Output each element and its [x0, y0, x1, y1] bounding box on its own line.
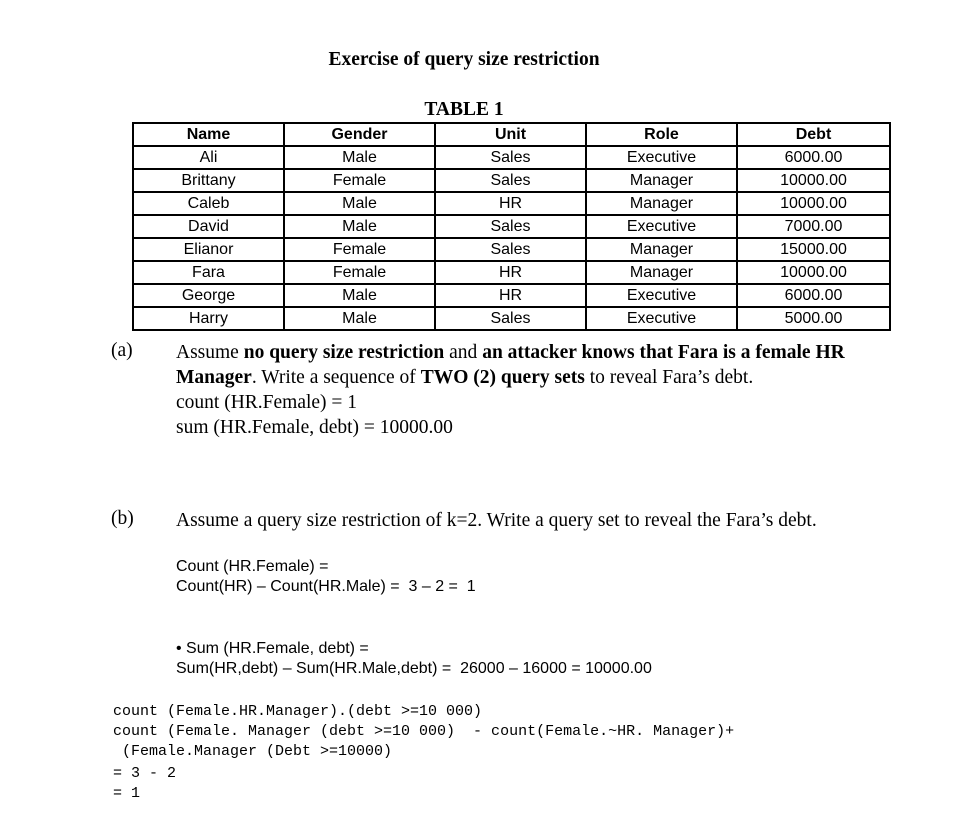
- cell-gender: Male: [284, 284, 435, 307]
- cell-name: David: [133, 215, 284, 238]
- cell-gender: Male: [284, 215, 435, 238]
- header-gender: Gender: [284, 123, 435, 146]
- cell-gender: Female: [284, 238, 435, 261]
- cell-role: Manager: [586, 238, 737, 261]
- part-a-text: and: [444, 342, 483, 363]
- table-row: [133, 307, 890, 330]
- cell-unit: HR: [435, 261, 586, 284]
- part-a-text: . Write a sequence of: [251, 367, 421, 388]
- part-b-answer-line: Sum(HR,debt) – Sum(HR.Male,debt) = 26000 – 16000 = 10000.00: [176, 660, 652, 677]
- cell-gender: Male: [284, 192, 435, 215]
- table-row: [133, 169, 890, 192]
- part-b-answer-line: Count(HR) – Count(HR.Male) = 3 – 2 = 1: [176, 578, 476, 595]
- part-a-question: [176, 340, 896, 390]
- cell-name: Fara: [133, 261, 284, 284]
- part-a-answer-line: count (HR.Female) = 1: [176, 392, 358, 413]
- cell-role: Manager: [586, 261, 737, 284]
- table-row: [133, 215, 890, 238]
- header-debt: Debt: [737, 123, 890, 146]
- part-a-emphasis: an attacker knows that Fara is a female HR Manager: [176, 342, 845, 388]
- cell-unit: Sales: [435, 169, 586, 192]
- header-name: Name: [133, 123, 284, 146]
- code-line: (Female.Manager (Debt >=10000): [113, 743, 393, 760]
- cell-role: Executive: [586, 146, 737, 169]
- table-row: [133, 238, 890, 261]
- cell-role: Manager: [586, 192, 737, 215]
- code-line: = 3 - 2: [113, 765, 177, 782]
- part-a-emphasis: no query size restriction: [243, 342, 445, 363]
- cell-debt: 10000.00: [737, 261, 890, 284]
- cell-name: George: [133, 284, 284, 307]
- cell-debt: 10000.00: [737, 169, 890, 192]
- part-b-label: (b): [111, 508, 134, 529]
- cell-name: Elianor: [133, 238, 284, 261]
- cell-gender: Female: [284, 261, 435, 284]
- table-row: [133, 284, 890, 307]
- cell-debt: 15000.00: [737, 238, 890, 261]
- part-a-emphasis: TWO (2) query sets: [420, 367, 585, 388]
- cell-unit: Sales: [435, 307, 586, 330]
- code-line: = 1: [113, 785, 141, 802]
- cell-role: Executive: [586, 215, 737, 238]
- cell-debt: 10000.00: [737, 192, 890, 215]
- part-a-answer-line: sum (HR.Female, debt) = 10000.00: [176, 417, 453, 438]
- table-row: [133, 261, 890, 284]
- cell-unit: Sales: [435, 215, 586, 238]
- cell-unit: Sales: [435, 238, 586, 261]
- header-role: Role: [586, 123, 737, 146]
- part-a-text: Assume: [176, 342, 244, 363]
- cell-name: Caleb: [133, 192, 284, 215]
- cell-role: Executive: [586, 307, 737, 330]
- cell-gender: Male: [284, 307, 435, 330]
- part-b-answer-line: Count (HR.Female) =: [176, 558, 329, 575]
- code-line: count (Female. Manager (debt >=10 000) - count(Female.~HR. Manager)+: [113, 723, 735, 740]
- part-a-text: to reveal Fara’s debt.: [584, 367, 754, 388]
- header-unit: Unit: [435, 123, 586, 146]
- part-a-label: (a): [111, 340, 133, 361]
- cell-gender: Female: [284, 169, 435, 192]
- code-line: count (Female.HR.Manager).(debt >=10 000): [113, 703, 483, 720]
- cell-unit: HR: [435, 192, 586, 215]
- page-title: Exercise of query size restriction: [328, 49, 600, 70]
- table-header-row: [133, 123, 890, 146]
- table-caption: TABLE 1: [424, 99, 504, 120]
- data-table: [132, 122, 891, 331]
- cell-debt: 6000.00: [737, 146, 890, 169]
- cell-debt: 6000.00: [737, 284, 890, 307]
- cell-name: Brittany: [133, 169, 284, 192]
- cell-role: Executive: [586, 284, 737, 307]
- cell-role: Manager: [586, 169, 737, 192]
- part-b-answer-line: • Sum (HR.Female, debt) =: [176, 640, 369, 657]
- cell-unit: Sales: [435, 146, 586, 169]
- cell-debt: 5000.00: [737, 307, 890, 330]
- cell-debt: 7000.00: [737, 215, 890, 238]
- cell-name: Harry: [133, 307, 284, 330]
- cell-gender: Male: [284, 146, 435, 169]
- table-row: [133, 146, 890, 169]
- table-row: [133, 192, 890, 215]
- part-b-question: Assume a query size restriction of k=2. Write a query set to reveal the Fara’s debt.: [176, 510, 817, 531]
- cell-name: Ali: [133, 146, 284, 169]
- cell-unit: HR: [435, 284, 586, 307]
